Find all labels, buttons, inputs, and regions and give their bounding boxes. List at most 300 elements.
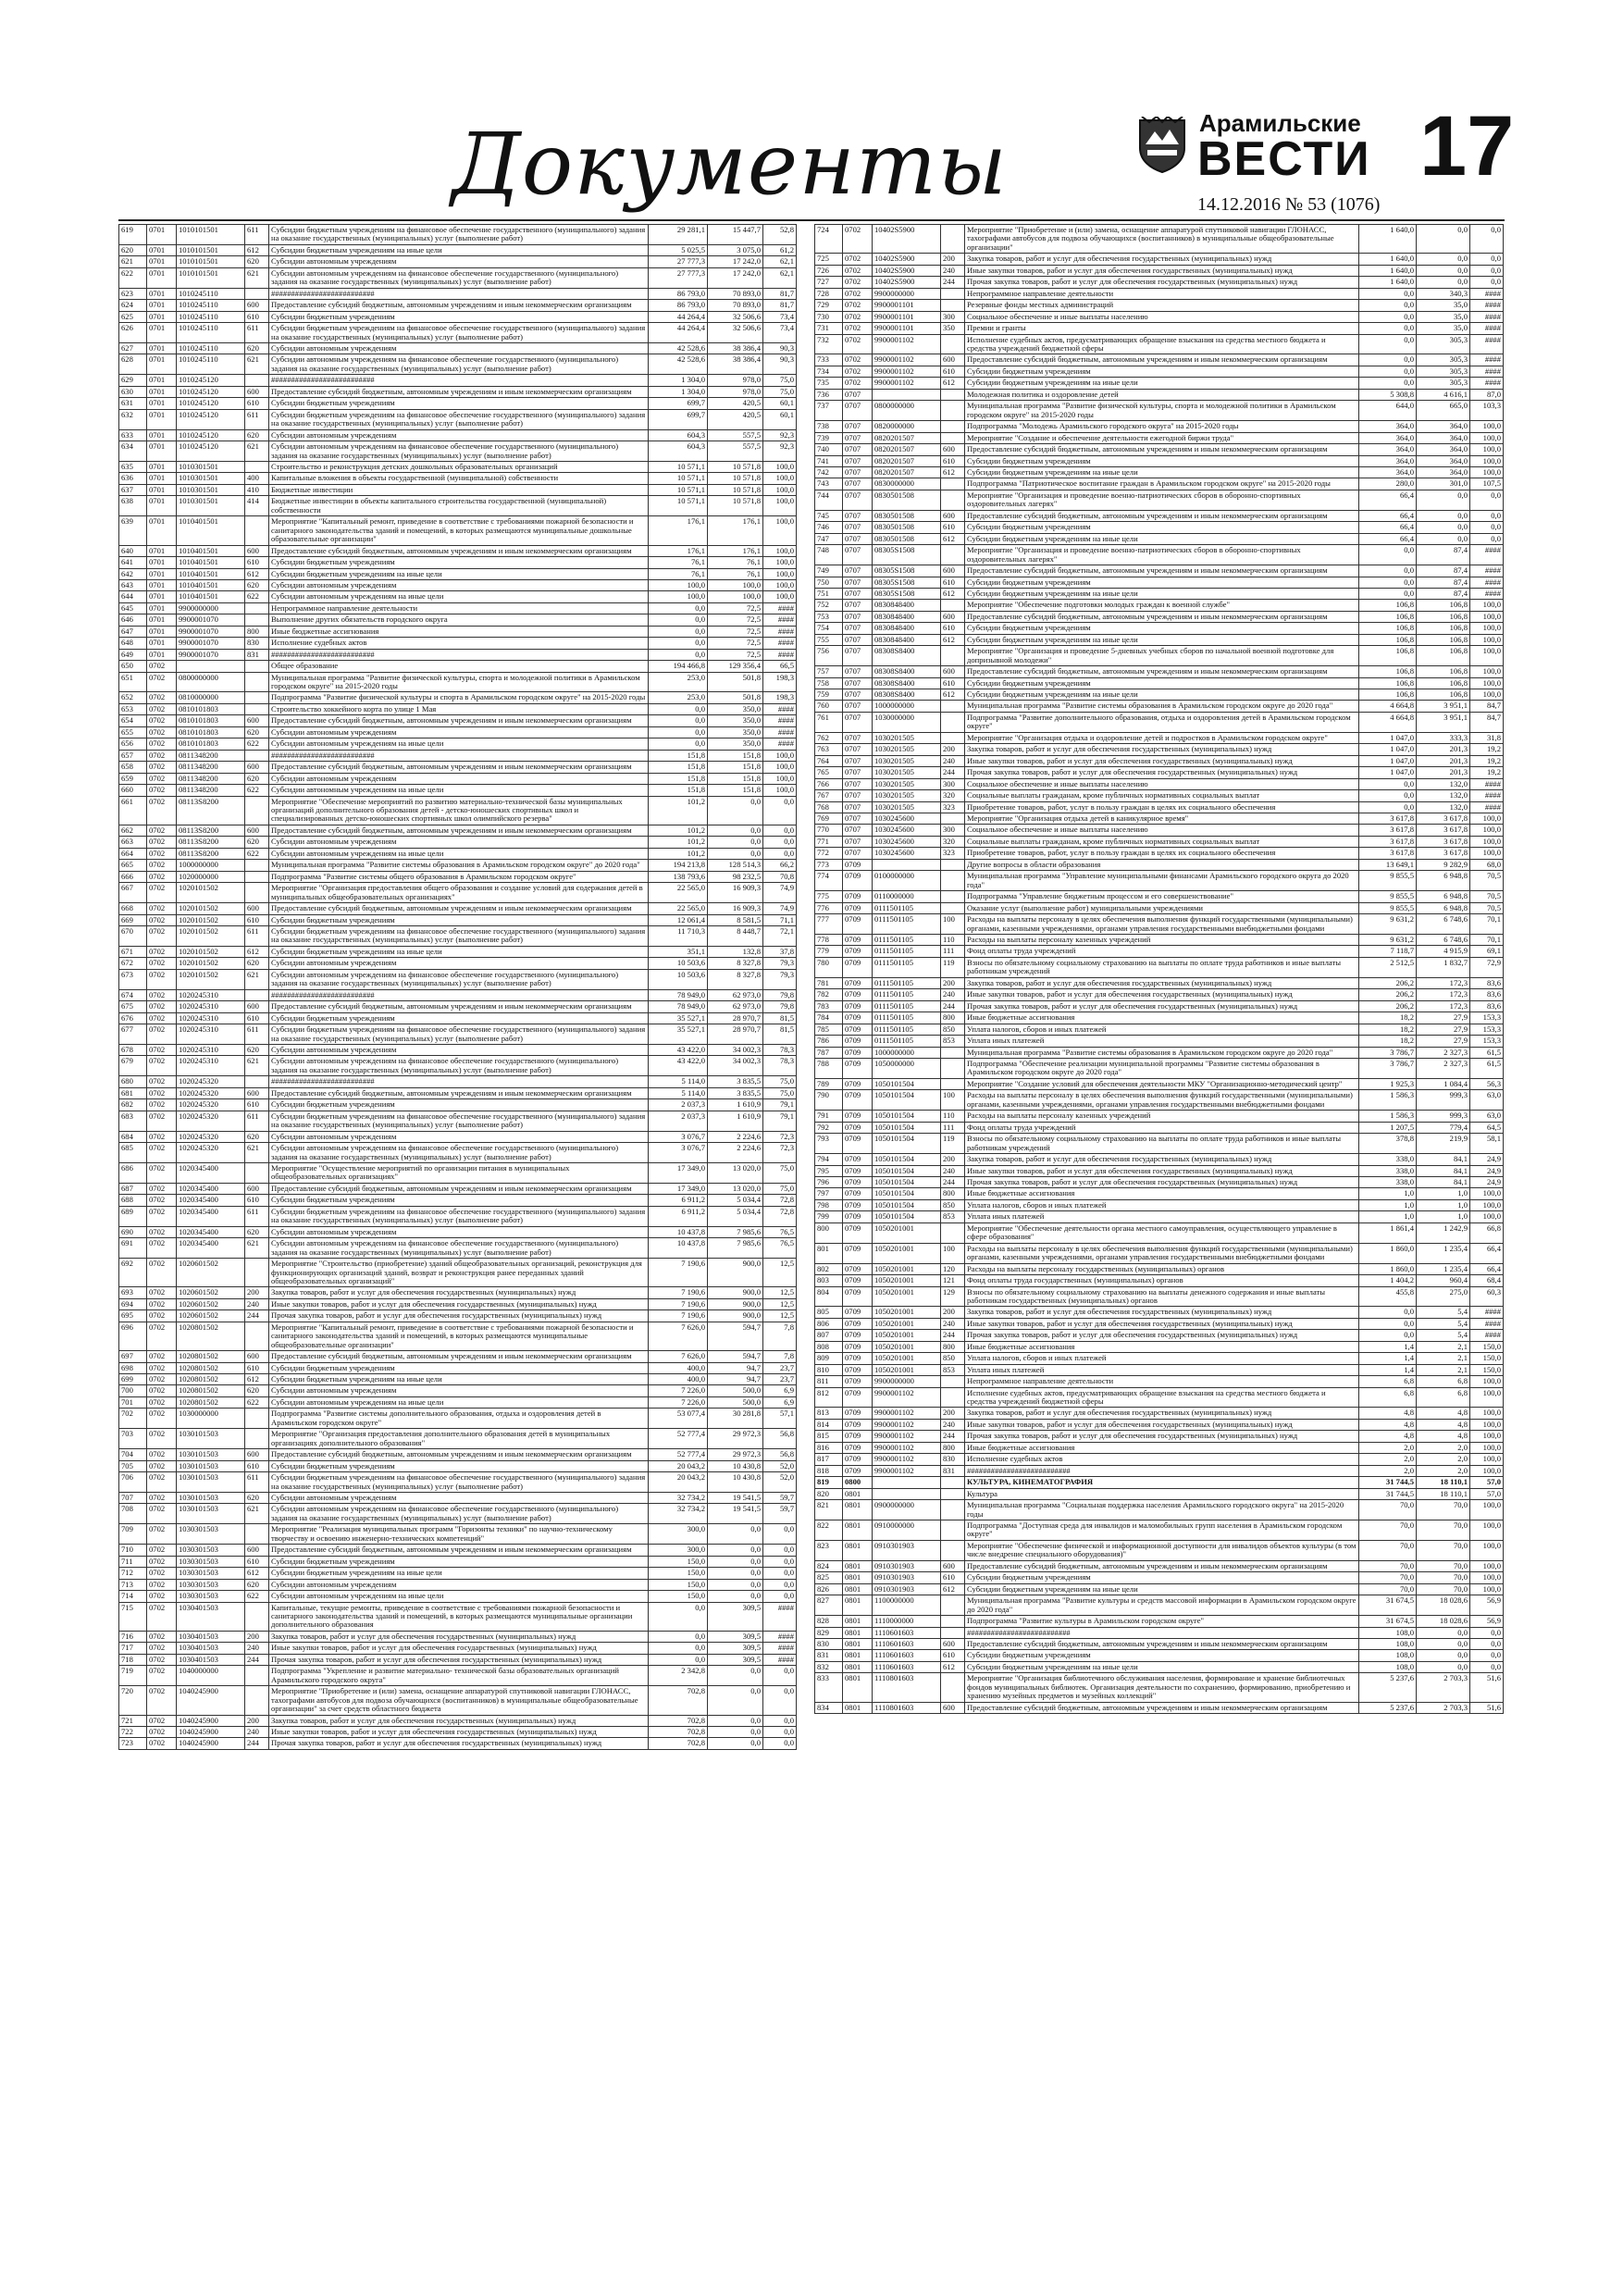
execution-percent: 153,3 [1470,1036,1504,1047]
target-article-code: 1110000000 [873,1616,941,1627]
section-code: 0709 [843,1408,873,1419]
execution-percent: #### [763,1631,797,1642]
table-row [815,577,1504,588]
table-row [815,1442,1504,1453]
expense-type-code [941,545,965,565]
target-article-code: 0111501105 [873,1024,941,1035]
expense-type-code: 600 [245,903,269,914]
section-code: 0702 [147,848,177,859]
table-row [815,277,1504,288]
execution-percent: 100,0 [1470,1454,1504,1465]
table-row [119,1131,797,1142]
planned-amount: 3 076,7 [649,1143,708,1163]
target-article-code: 9900001102 [873,1465,941,1476]
execution-percent: 100,0 [1470,836,1504,847]
expense-description: Общее образование [269,661,649,672]
section-code: 0701 [147,311,177,322]
expense-description: Оказание услуг (выполнение работ) муниципальными учреждениями [965,902,1359,913]
executed-amount: 106,8 [1417,666,1470,677]
section-code: 0709 [843,1364,873,1375]
expense-type-code: 200 [941,744,965,755]
target-article-code: 08113S8200 [177,848,245,859]
execution-percent: 100,0 [1470,813,1504,825]
target-article-code: 08308S8400 [873,666,941,677]
section-code: 0709 [843,914,873,935]
section-code: 0707 [843,478,873,490]
row-number: 817 [815,1454,843,1465]
table-row [815,1122,1504,1133]
planned-amount: 18,2 [1359,1036,1417,1047]
row-number: 831 [815,1650,843,1661]
execution-percent: 100,0 [1470,646,1504,666]
row-number: 740 [815,444,843,455]
expense-type-code: 240 [941,1419,965,1430]
planned-amount: 338,0 [1359,1176,1417,1187]
target-article-code: 1020345400 [177,1162,245,1183]
target-article-code: 1030401503 [177,1643,245,1654]
table-row [815,565,1504,577]
execution-percent: 100,0 [1470,1520,1504,1541]
expense-type-code [245,1162,269,1183]
execution-percent: 72,3 [763,1131,797,1142]
target-article-code: 0810101803 [177,703,245,714]
budget-table-left-body [119,225,797,1750]
execution-percent: 57,1 [763,1409,797,1429]
executed-amount: 8 448,7 [708,926,763,947]
expense-type-code: 610 [941,1572,965,1583]
planned-amount: 5 237,6 [1359,1673,1417,1702]
execution-percent: 6,9 [763,1385,797,1396]
executed-amount: 779,4 [1417,1122,1470,1133]
expense-type-code [245,1524,269,1545]
expense-type-code [941,1058,965,1078]
expense-description: Иные закупки товаров, работ и услуг для обеспечения государственных (муниципальных) нужд [965,265,1359,276]
planned-amount: 1,0 [1359,1199,1417,1210]
expense-description: Субсидии автономным учреждениям на финансовое обеспечение государственного (муниципального) задания на оказание государственных (муниципальных) услуг (выполнение работ) [269,1143,649,1163]
planned-amount: 53 077,4 [649,1409,708,1429]
expense-type-code: 611 [245,225,269,245]
row-number: 811 [815,1376,843,1387]
target-article-code: 9900001101 [873,323,941,334]
executed-amount: 201,3 [1417,744,1470,755]
section-code: 0709 [843,1353,873,1364]
target-article-code: 1010245110 [177,288,245,299]
table-row [815,801,1504,813]
row-number: 733 [815,354,843,366]
section-code: 0702 [147,946,177,957]
row-number: 659 [119,773,147,784]
table-row [119,726,797,738]
executed-amount: 3 835,5 [708,1076,763,1087]
section-code: 0702 [147,1396,177,1408]
section-code: 0709 [843,1176,873,1187]
executed-amount: 30 281,8 [708,1409,763,1429]
planned-amount: 18,2 [1359,1024,1417,1035]
row-number: 626 [119,323,147,343]
section-code: 0709 [843,1387,873,1408]
row-number: 785 [815,1024,843,1035]
expense-type-code [941,225,965,254]
execution-percent: 0,0 [1470,225,1504,254]
table-row [815,1465,1504,1476]
expense-description: Субсидии автономным учреждениям [269,429,649,441]
expense-type-code: 612 [941,634,965,645]
target-article-code: 9900001070 [177,649,245,660]
row-number: 726 [815,265,843,276]
row-number: 828 [815,1616,843,1627]
executed-amount: 978,0 [708,386,763,397]
expense-description: Подпрограмма "Доступная среда для инвалидов и маломобильных групп населения в Арамильском городском округе" [965,1520,1359,1541]
table-row [119,914,797,925]
coat-of-arms-emblem-icon [1136,117,1188,174]
target-article-code: 1030301503 [177,1579,245,1590]
row-number: 725 [815,254,843,265]
executed-amount: 7 985,6 [708,1238,763,1259]
planned-amount: 9 631,2 [1359,914,1417,935]
planned-amount: 70,0 [1359,1540,1417,1560]
expense-description: Предоставление субсидий бюджетным, автономным учреждениям и иным некоммерческим организациям [965,354,1359,366]
planned-amount: 70,0 [1359,1500,1417,1520]
planned-amount: 206,2 [1359,1000,1417,1011]
section-code: 0702 [147,1044,177,1055]
execution-percent: #### [1470,545,1504,565]
table-row [119,1643,797,1654]
target-article-code: 1020801502 [177,1322,245,1350]
section-code: 0709 [843,1330,873,1341]
target-article-code: 1050201001 [873,1318,941,1329]
table-row [815,1078,1504,1089]
target-article-code: 1050201001 [873,1364,941,1375]
table-row [119,1024,797,1045]
expense-description: Предоставление субсидий бюджетным, автономным учреждениям и иным некоммерческим организациям [269,825,649,836]
execution-percent: #### [1470,801,1504,813]
expense-description: Иные бюджетные ассигнования [965,1442,1359,1453]
planned-amount: 7 190,6 [649,1259,708,1287]
target-article-code: 0810101803 [177,726,245,738]
executed-amount: 2 327,3 [1417,1058,1470,1078]
expense-type-code: 600 [941,354,965,366]
execution-percent: 75,0 [763,1162,797,1183]
executed-amount: 18 110,1 [1417,1477,1470,1488]
table-row [815,677,1504,689]
expense-type-code [941,478,965,490]
target-article-code: 1040000000 [177,1666,245,1686]
executed-amount: 151,8 [708,785,763,796]
table-row [119,545,797,556]
planned-amount: 7 190,6 [649,1310,708,1322]
planned-amount: 86 793,0 [649,288,708,299]
expense-description: Субсидии автономным учреждениям [269,837,649,848]
target-article-code: 0830848400 [873,634,941,645]
table-row [815,323,1504,334]
execution-percent: 100,0 [763,484,797,495]
table-row [119,1579,797,1590]
table-row [119,848,797,859]
execution-percent: 150,0 [1470,1353,1504,1364]
executed-amount: 7 985,6 [708,1226,763,1237]
expense-description: Социальное обеспечение и иные выплаты населению [965,778,1359,789]
executed-amount: 38 386,4 [708,342,763,354]
executed-amount: 0,0 [708,1556,763,1567]
executed-amount: 28 970,7 [708,1024,763,1045]
execution-percent: 23,7 [763,1362,797,1373]
table-row [815,1047,1504,1058]
planned-amount: 20 043,2 [649,1472,708,1493]
target-article-code: 0811348200 [177,773,245,784]
target-article-code: 1050101504 [873,1154,941,1165]
executed-amount: 87,4 [1417,588,1470,599]
planned-amount: 35 527,1 [649,1024,708,1045]
expense-type-code: 620 [245,1493,269,1504]
executed-amount: 87,4 [1417,565,1470,577]
expense-description: Подпрограмма "Молодежь Арамильского городского округа" на 2015-2020 годы [965,421,1359,432]
target-article-code: 0900000000 [873,1500,941,1520]
row-number: 708 [119,1504,147,1524]
target-article-code: 0800000000 [177,672,245,692]
expense-type-code: 600 [941,565,965,577]
section-code: 0707 [843,836,873,847]
planned-amount: 138 793,6 [649,871,708,882]
execution-percent: 83,6 [1470,977,1504,988]
expense-type-code: 621 [245,441,269,462]
planned-amount: 0,0 [649,1643,708,1654]
planned-amount: 100,0 [649,591,708,602]
expense-description: Субсидии бюджетным учреждениям [269,1195,649,1206]
target-article-code: 0811348200 [177,785,245,796]
planned-amount: 3 786,7 [1359,1047,1417,1058]
section-code: 0702 [147,661,177,672]
row-number: 649 [119,649,147,660]
executed-amount: 29 972,3 [708,1429,763,1449]
row-number: 707 [119,1493,147,1504]
target-article-code: 9900001102 [873,366,941,377]
planned-amount: 10 437,8 [649,1226,708,1237]
expense-description: Расходы на выплаты персоналу казенных учреждений [965,1111,1359,1122]
expense-type-code [245,871,269,882]
execution-percent: 56,8 [763,1449,797,1460]
expense-description: ########################## [965,1627,1359,1638]
row-number: 798 [815,1199,843,1210]
section-code: 0702 [147,926,177,947]
executed-amount: 72,5 [708,626,763,637]
planned-amount: 76,1 [649,557,708,568]
execution-percent: 68,0 [1470,859,1504,870]
row-number: 749 [815,565,843,577]
row-number: 747 [815,533,843,544]
planned-amount: 52 777,4 [649,1449,708,1460]
planned-amount: 0,0 [649,626,708,637]
execution-percent: 52,8 [763,225,797,245]
planned-amount: 702,8 [649,1686,708,1715]
target-article-code: 9900001101 [873,300,941,311]
target-article-code: 1050101504 [873,1211,941,1222]
executed-amount: 1,0 [1417,1211,1470,1222]
row-number: 620 [119,244,147,255]
planned-amount: 3 786,7 [1359,1058,1417,1078]
execution-percent: 100,0 [1470,1211,1504,1222]
expense-description: Субсидии бюджетным учреждениям [965,577,1359,588]
expense-description: Мероприятие "Создание и обеспечение деятельности ежегодной биржи труда" [965,432,1359,443]
row-number: 783 [815,1000,843,1011]
expense-type-code: 800 [941,1012,965,1024]
expense-type-code: 244 [245,1654,269,1665]
execution-percent: 66,4 [1470,1263,1504,1274]
table-row [815,1154,1504,1165]
section-code: 0701 [147,256,177,267]
table-row [815,712,1504,732]
expense-description: Расходы на выплаты персоналу в целях обеспечения выполнения функций государственными (муниципальными) органами, казенными учреждениями, органами управления государственными внебюджетными фондами [965,1243,1359,1263]
row-number: 702 [119,1409,147,1429]
expense-description: Субсидии бюджетным учреждениям [965,366,1359,377]
execution-percent: 19,2 [1470,755,1504,766]
target-article-code: 08308S8400 [873,677,941,689]
planned-amount: 70,0 [1359,1583,1417,1595]
executed-amount: 665,0 [1417,401,1470,421]
planned-amount: 0,0 [1359,588,1417,599]
expense-description: Мероприятие "Организация отдыха и оздоровление детей и подростков в Арамильском городском округе" [965,732,1359,743]
row-number: 679 [119,1056,147,1076]
target-article-code: 1020345400 [177,1195,245,1206]
executed-amount: 17 242,0 [708,256,763,267]
expense-description: Прочая закупка товаров, работ и услуг для обеспечения государственных (муниципальных) нужд [269,1738,649,1749]
section-code: 0709 [843,935,873,946]
table-row [815,254,1504,265]
section-code: 0702 [147,1493,177,1504]
target-article-code: 0111501105 [873,977,941,988]
executed-amount: 275,0 [1417,1286,1470,1307]
executed-amount: 10 571,8 [708,484,763,495]
table-row [119,557,797,568]
planned-amount: 280,0 [1359,478,1417,490]
expense-type-code [941,646,965,666]
row-number: 621 [119,256,147,267]
expense-description: Предоставление субсидий бюджетным, автономным учреждениям и иным некоммерческим организациям [269,1351,649,1362]
planned-amount: 100,0 [649,579,708,590]
table-row [119,626,797,637]
executed-amount: 0,0 [708,1579,763,1590]
executed-amount: 128 514,3 [708,860,763,871]
expense-type-code: 323 [941,801,965,813]
planned-amount: 70,0 [1359,1560,1417,1571]
section-code: 0707 [843,455,873,466]
table-row [119,1504,797,1524]
executed-amount: 6 948,8 [1417,871,1470,891]
execution-percent: 69,1 [1470,946,1504,957]
section-code: 0707 [843,701,873,712]
expense-type-code: 240 [941,989,965,1000]
execution-percent: 12,5 [763,1310,797,1322]
execution-percent: 66,4 [1470,1243,1504,1263]
execution-percent: 62,1 [763,267,797,288]
expense-description: Субсидии бюджетным учреждениям [269,1460,649,1471]
expense-description: Предоставление субсидий бюджетным, автономным учреждениям и иным некоммерческим организациям [269,300,649,311]
target-article-code: 9900001102 [873,378,941,389]
target-article-code: 9900001102 [873,354,941,366]
row-number: 765 [815,767,843,778]
expense-description: Субсидии бюджетным учреждениям на финансовое обеспечение государственного (муниципального) задания на оказание государственных (муниципальных) услуг (выполнение работ) [269,1206,649,1226]
target-article-code: 1020000000 [177,871,245,882]
table-row [815,265,1504,276]
executed-amount: 501,8 [708,672,763,692]
execution-percent: 79,3 [763,958,797,969]
row-number: 825 [815,1572,843,1583]
table-row [815,1583,1504,1595]
expense-description: Закупка товаров, работ и услуг для обеспечения государственных (муниципальных) нужд [965,977,1359,988]
row-number: 642 [119,568,147,579]
section-code: 0801 [843,1702,873,1713]
planned-amount: 1 304,0 [649,386,708,397]
execution-percent: 92,3 [763,441,797,462]
row-number: 690 [119,1226,147,1237]
expense-description: Подпрограмма "Развитие физической культуры и спорта в Арамильском городском округе" на 2015-2020 годы [269,692,649,703]
expense-description: Субсидии бюджетным учреждениям на финансовое обеспечение государственного (муниципального) задания на оказание государственных (муниципальных) услуг (выполнение работ) [269,323,649,343]
table-row [815,1058,1504,1078]
table-row [119,1111,797,1131]
execution-percent: 0,0 [1470,277,1504,288]
execution-percent: #### [1470,1318,1504,1329]
expense-type-code: 610 [245,557,269,568]
section-code: 0701 [147,354,177,375]
expense-type-code [245,692,269,703]
table-row [119,300,797,311]
row-number: 803 [815,1275,843,1286]
expense-type-code: 621 [245,267,269,288]
planned-amount: 364,0 [1359,421,1417,432]
section-code: 0702 [147,1524,177,1545]
executed-amount: 420,5 [708,398,763,409]
table-row [815,1353,1504,1364]
expense-type-code: 621 [245,1504,269,1524]
section-code: 0702 [147,692,177,703]
executed-amount: 500,0 [708,1396,763,1408]
executed-amount: 4 616,1 [1417,389,1470,400]
section-code: 0702 [147,1738,177,1749]
planned-amount: 101,2 [649,837,708,848]
expense-type-code: 600 [941,1702,965,1713]
section-code: 0702 [147,1238,177,1259]
table-row [119,398,797,409]
executed-amount: 0,0 [1417,522,1470,533]
planned-amount: 5 025,5 [649,244,708,255]
expense-description: Прочая закупка товаров, работ и услуг для обеспечения государственных (муниципальных) нужд [965,277,1359,288]
expense-type-code [941,600,965,611]
section-code: 0801 [843,1627,873,1638]
execution-percent: 100,0 [1470,1583,1504,1595]
executed-amount: 70,0 [1417,1540,1470,1560]
expense-description: Подпрограмма "Укрепление и развитие материально- технической базы образовательных организаций Арамильского городского округа" [269,1666,649,1686]
section-code: 0709 [843,1263,873,1274]
table-row [119,1591,797,1602]
expense-description: Подпрограмма "Патриотическое воспитание граждан в Арамильском городском округе" на 2015-2020 годы [965,478,1359,490]
section-code: 0702 [147,1374,177,1385]
planned-amount: 1,4 [1359,1364,1417,1375]
section-code: 0701 [147,441,177,462]
section-code: 0702 [147,1591,177,1602]
row-number: 814 [815,1419,843,1430]
expense-description: Субсидии бюджетным учреждениям [269,914,649,925]
target-article-code: 1010245120 [177,386,245,397]
expense-description: Субсидии автономным учреждениям [269,1579,649,1590]
expense-description: Субсидии бюджетным учреждениям [269,1012,649,1024]
row-number: 646 [119,614,147,626]
planned-amount: 0,0 [1359,288,1417,299]
table-row [815,1431,1504,1442]
expense-type-code [941,401,965,421]
execution-percent: #### [1470,577,1504,588]
expense-type-code: 240 [245,1726,269,1737]
expense-type-code [941,1627,965,1638]
executed-amount: 999,3 [1417,1090,1470,1111]
